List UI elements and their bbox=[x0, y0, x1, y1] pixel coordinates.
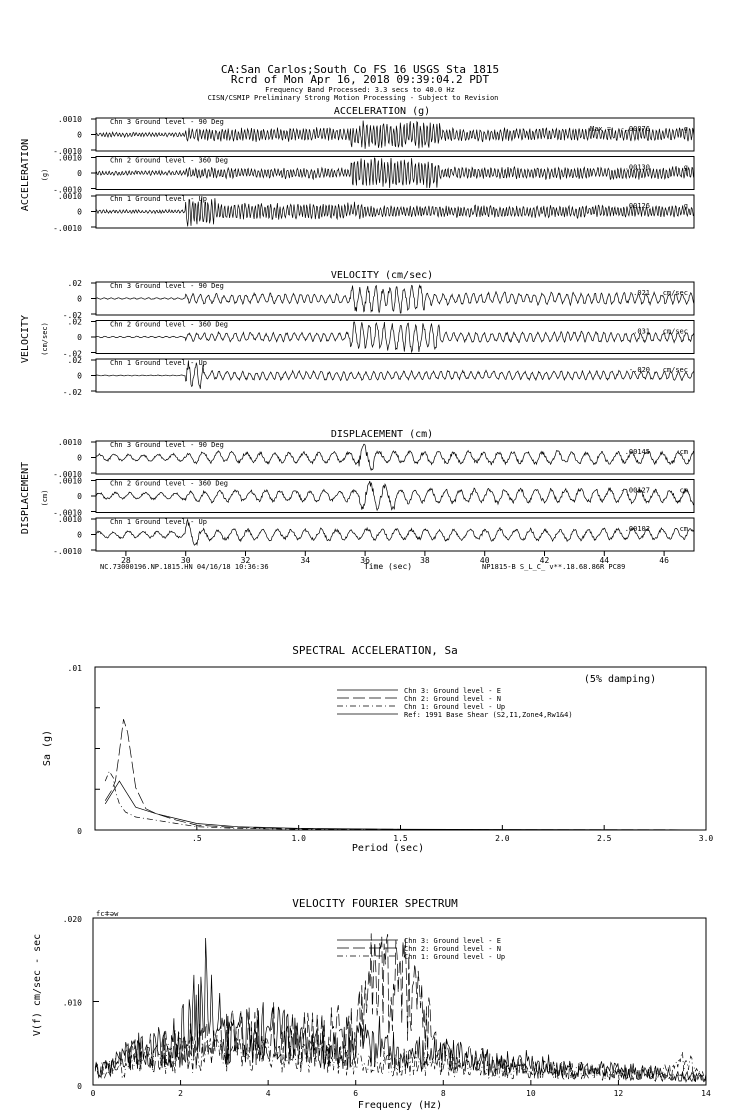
peak-units-1-2: cm/sec bbox=[662, 366, 688, 374]
sa-x-tick-2: 1.5 bbox=[393, 834, 408, 843]
y-tick-0-2-0: .0010 bbox=[57, 192, 82, 201]
panel-yunits-0: (g) bbox=[41, 168, 49, 182]
vf-y-tick-0: .020 bbox=[62, 915, 82, 924]
header-band: Frequency Band Processed: 3.3 secs to 40.0 Hz bbox=[265, 86, 455, 94]
y-tick-2-1-1: 0 bbox=[77, 492, 82, 501]
y-tick-0-1-1: 0 bbox=[77, 169, 82, 178]
panel-ylabel-1: VELOCITY bbox=[20, 314, 31, 364]
time-tick-9: 46 bbox=[659, 556, 669, 565]
peak-value-2-1: -.00127 bbox=[620, 486, 650, 495]
vf-x-tick-2: 4 bbox=[265, 1089, 271, 1098]
header-disclaimer: CISN/CSMIP Preliminary Strong Motion Processing - Subject to Revision bbox=[207, 94, 499, 102]
chart-layers bbox=[20, 106, 713, 1111]
vf-legend-label-1: Chn 2: Ground level - N bbox=[404, 945, 501, 953]
y-tick-1-0-2: -.02 bbox=[62, 311, 82, 320]
y-tick-1-0-0: .02 bbox=[67, 279, 82, 288]
y-tick-1-1-1: 0 bbox=[77, 333, 82, 342]
y-tick-0-2-1: 0 bbox=[77, 207, 82, 217]
sa-legend-label-1: Chn 2: Ground level - N bbox=[404, 695, 501, 703]
peak-units-0-0: g bbox=[683, 125, 688, 133]
vf-series-1 bbox=[95, 933, 706, 1082]
sa-ylabel: Sa (g) bbox=[42, 729, 53, 767]
time-tick-4: 36 bbox=[360, 556, 370, 565]
sa-xlabel: Period (sec) bbox=[351, 843, 425, 854]
channel-label-1-1: Chn 2 Ground level - 360 Deg bbox=[110, 320, 229, 329]
channel-label-1-0: Chn 3 Ground level - 90 Deg bbox=[110, 282, 224, 290]
sa-title: SPECTRAL ACCELERATION, Sa bbox=[292, 644, 458, 657]
peak-units-0-1: g bbox=[683, 163, 688, 172]
channel-label-0-1: Chn 2 Ground level - 360 Deg bbox=[110, 156, 229, 165]
vf-legend-label-0: Chn 3: Ground level - E bbox=[404, 937, 501, 945]
time-tick-3: 34 bbox=[300, 556, 311, 565]
peak-units-1-0: cm/sec bbox=[662, 289, 688, 297]
panel-yunits-2: (cm) bbox=[41, 489, 49, 507]
sa-damping-note: (5% damping) bbox=[583, 674, 657, 685]
header-station: CA:San Carlos;South Co FS 16 USGS Sta 1815 bbox=[220, 63, 500, 76]
footer-right: NP1815-B S_L_C_ v**.18.68.86R PC89 bbox=[482, 563, 626, 571]
sa-x-tick-4: 2.5 bbox=[596, 834, 612, 843]
vf-series-0 bbox=[95, 938, 706, 1082]
y-tick-1-2-0: .02 bbox=[67, 356, 82, 365]
peak-units-2-0: cm bbox=[679, 448, 688, 456]
y-tick-0-0-2: -.0010 bbox=[53, 147, 82, 156]
y-tick-0-0-1: 0 bbox=[77, 130, 82, 140]
y-tick-1-2-2: -.02 bbox=[62, 388, 82, 397]
vf-title: VELOCITY FOURIER SPECTRUM bbox=[292, 897, 458, 910]
vf-x-tick-4: 8 bbox=[440, 1089, 446, 1098]
peak-prefix-0: Max = bbox=[590, 125, 612, 133]
y-tick-1-1-0: .02 bbox=[67, 317, 82, 327]
vf-x-tick-5: 10 bbox=[526, 1089, 536, 1098]
sa-x-tick-1: 1.0 bbox=[291, 834, 306, 843]
y-tick-0-1-0: .0010 bbox=[57, 153, 82, 163]
vf-ylabel: V(f) cm/sec - sec bbox=[32, 933, 43, 1037]
y-tick-2-2-0: .0010 bbox=[57, 515, 82, 524]
panel-title-0: ACCELERATION (g) bbox=[333, 106, 431, 117]
vf-legend-label-2: Chn 1: Ground level - Up bbox=[404, 953, 506, 961]
y-tick-2-2-1: 0 bbox=[77, 530, 82, 540]
time-tick-7: 42 bbox=[539, 556, 550, 565]
y-tick-2-1-0: .0010 bbox=[57, 476, 82, 486]
time-tick-6: 40 bbox=[479, 556, 490, 565]
time-tick-2: 32 bbox=[240, 556, 251, 565]
header-record: Rcrd of Mon Apr 16, 2018 09:39:04.2 PDT bbox=[230, 73, 490, 86]
y-tick-0-1-2: -.0010 bbox=[53, 185, 82, 195]
sa-series-1 bbox=[105, 719, 706, 830]
vf-x-tick-7: 14 bbox=[701, 1089, 711, 1098]
panel-title-1: VELOCITY (cm/sec) bbox=[330, 270, 434, 281]
footer-left: NC.73000196.NP.1815.HN 04/16/18 10:36:36 bbox=[100, 563, 269, 571]
peak-value-0-2: .00126 bbox=[624, 202, 650, 210]
panel-ylabel-0: ACCELERATION bbox=[20, 138, 31, 212]
y-tick-1-1-2: -.02 bbox=[62, 349, 82, 359]
peak-value-2-2: .00102 bbox=[624, 525, 650, 533]
vf-x-tick-3: 6 bbox=[353, 1089, 359, 1098]
peak-value-2-0: .00145 bbox=[624, 448, 650, 456]
peak-units-1-1: cm/sec bbox=[662, 327, 688, 336]
sa-y-tick-0: .01 bbox=[67, 664, 82, 673]
time-tick-8: 44 bbox=[599, 556, 610, 565]
peak-value-0-1: .00130 bbox=[624, 163, 650, 172]
y-tick-2-1-2: -.0010 bbox=[53, 508, 82, 518]
channel-label-0-2: Chn 1 Ground level - Up bbox=[110, 195, 207, 203]
vf-x-tick-1: 2 bbox=[178, 1089, 183, 1098]
peak-units-0-2: g bbox=[683, 202, 688, 210]
sa-x-tick-3: 2.0 bbox=[495, 834, 510, 843]
y-tick-0-0-0: .0010 bbox=[57, 115, 82, 124]
vf-xlabel: Frequency (Hz) bbox=[357, 1100, 443, 1111]
channel-label-2-1: Chn 2 Ground level - 360 Deg bbox=[110, 479, 229, 488]
sa-legend-label-3: Ref: 1991 Base Shear (S2,I1,Zone4,Rw1&4) bbox=[404, 711, 573, 719]
vf-series-2 bbox=[95, 1037, 706, 1082]
peak-value-1-0: -.021 bbox=[628, 289, 650, 297]
panel-ylabel-2: DISPLACEMENT bbox=[20, 461, 31, 535]
vf-x-tick-0: 0 bbox=[90, 1089, 96, 1098]
channel-label-2-2: Chn 1 Ground level - Up bbox=[110, 518, 207, 526]
channel-label-1-2: Chn 1 Ground level - Up bbox=[110, 359, 207, 367]
y-tick-1-0-1: 0 bbox=[77, 294, 82, 304]
waveform-0-2 bbox=[96, 198, 694, 227]
y-tick-2-2-2: -.0010 bbox=[53, 547, 82, 556]
vf-frame bbox=[93, 918, 706, 1085]
sa-legend-label-2: Chn 1: Ground level - Up bbox=[404, 703, 506, 711]
sa-x-tick-5: 3.0 bbox=[698, 834, 714, 843]
channel-label-0-0: Chn 3 Ground level - 90 Deg bbox=[110, 118, 224, 126]
channel-label-2-0: Chn 3 Ground level - 90 Deg bbox=[110, 441, 224, 449]
peak-value-0-0: -.00076 bbox=[620, 125, 650, 133]
panel-title-2: DISPLACEMENT (cm) bbox=[330, 429, 434, 440]
vf-y-tick-1: .010 bbox=[62, 998, 82, 1008]
sa-series-2 bbox=[105, 771, 706, 830]
peak-units-2-1: cm bbox=[679, 486, 688, 495]
peak-value-1-2: -.020 bbox=[628, 366, 650, 374]
time-tick-0: 28 bbox=[121, 556, 131, 565]
panel-yunits-1: (cm/sec) bbox=[41, 322, 49, 356]
sa-series-0 bbox=[105, 781, 706, 830]
y-tick-0-2-2: -.0010 bbox=[53, 224, 82, 233]
peak-value-1-1: .031 bbox=[633, 327, 650, 336]
y-tick-1-2-1: 0 bbox=[77, 371, 82, 381]
sa-x-tick-0: .5 bbox=[192, 834, 202, 843]
time-tick-1: 30 bbox=[180, 556, 191, 565]
footer-xlabel: Time (sec) bbox=[363, 562, 413, 571]
y-tick-2-0-0: .0010 bbox=[57, 438, 82, 447]
sa-y-tick-1: 0 bbox=[77, 827, 82, 836]
sa-legend-label-0: Chn 3: Ground level - E bbox=[404, 687, 501, 695]
sa-frame bbox=[95, 667, 706, 830]
vf-x-tick-6: 12 bbox=[613, 1089, 624, 1098]
y-tick-2-0-1: 0 bbox=[77, 453, 82, 463]
time-tick-5: 38 bbox=[420, 556, 430, 565]
vf-corner-note: fcⵐəw bbox=[96, 910, 119, 918]
peak-units-2-2: cm bbox=[679, 525, 688, 533]
y-tick-2-0-2: -.0010 bbox=[53, 470, 82, 479]
vf-y-tick-2: 0 bbox=[77, 1082, 82, 1091]
